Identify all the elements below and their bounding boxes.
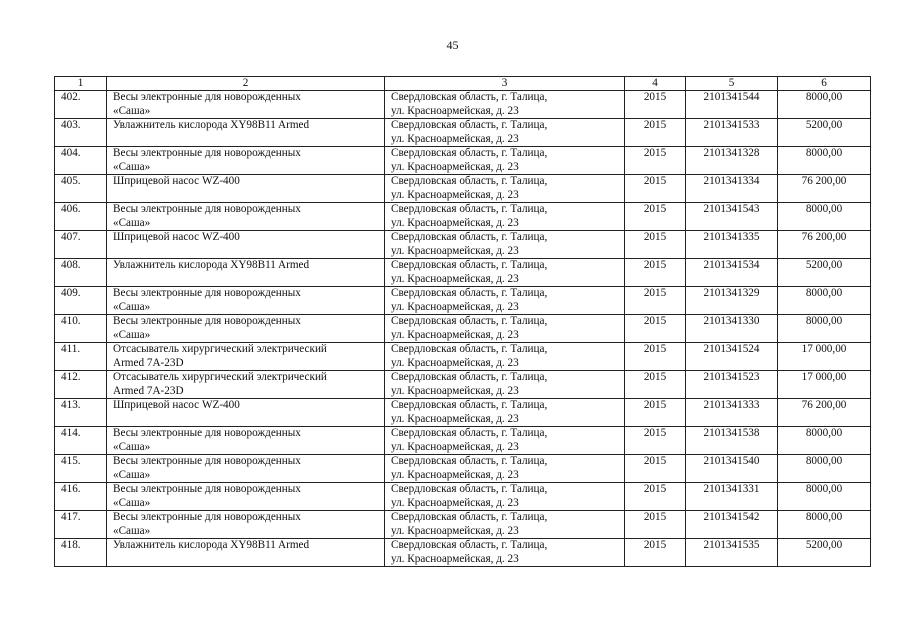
address-line-1: Свердловская область, г. Талица,	[391, 287, 548, 299]
row-number: 409.	[55, 287, 107, 315]
address-line-2: ул. Красноармейская, д. 23	[391, 468, 519, 481]
address-line-1: Свердловская область, г. Талица,	[391, 539, 548, 551]
address-line-1: Свердловская область, г. Талица,	[391, 119, 548, 131]
address-line-2: ул. Красноармейская, д. 23	[391, 272, 519, 285]
inventory-number-cell: 2101341533	[686, 119, 778, 147]
inventory-number-cell: 2101341524	[686, 343, 778, 371]
item-name-cell	[107, 455, 385, 483]
table-row	[55, 231, 871, 259]
address-cell	[385, 175, 625, 203]
item-name-line-2: «Саша»	[113, 104, 151, 117]
column-header-6: 6	[778, 77, 871, 91]
cost-cell: 76 200,00	[778, 175, 871, 203]
cost-cell: 8000,00	[778, 455, 871, 483]
address-line-2: ул. Красноармейская, д. 23	[391, 300, 519, 313]
item-name-line-2: «Саша»	[113, 300, 151, 313]
item-name-line-1: Весы электронные для новорожденных	[113, 427, 301, 439]
row-number: 417.	[55, 511, 107, 539]
address-line-2: ул. Красноармейская, д. 23	[391, 188, 519, 201]
item-name-cell	[107, 231, 385, 259]
address-line-2: ул. Красноармейская, д. 23	[391, 524, 519, 537]
address-cell	[385, 259, 625, 287]
inventory-number-cell: 2101341331	[686, 483, 778, 511]
item-name-line-1: Весы электронные для новорожденных	[113, 287, 301, 299]
page-number: 45	[446, 38, 459, 52]
cost-cell: 8000,00	[778, 203, 871, 231]
address-line-2: ул. Красноармейская, д. 23	[391, 552, 519, 565]
address-cell	[385, 147, 625, 175]
item-name-cell	[107, 399, 385, 427]
item-name-line-1: Увлажнитель кислорода XY98B11 Armed	[113, 119, 310, 131]
row-number: 416.	[55, 483, 107, 511]
address-cell	[385, 511, 625, 539]
table-row	[55, 259, 871, 287]
item-name-line-2: «Саша»	[113, 440, 151, 453]
address-line-2: ул. Красноармейская, д. 23	[391, 384, 519, 397]
item-name-line-1: Шприцевой насос WZ-400	[113, 231, 240, 243]
address-line-2: ул. Красноармейская, д. 23	[391, 160, 519, 173]
item-name-cell	[107, 483, 385, 511]
item-name-line-1: Увлажнитель кислорода XY98B11 Armed	[113, 539, 310, 551]
item-name-cell	[107, 203, 385, 231]
year-cell: 2015	[625, 427, 686, 455]
cost-cell: 8000,00	[778, 91, 871, 119]
cost-cell: 76 200,00	[778, 399, 871, 427]
address-cell	[385, 231, 625, 259]
item-name-line-1: Весы электронные для новорожденных	[113, 203, 301, 215]
year-cell: 2015	[625, 175, 686, 203]
address-line-1: Свердловская область, г. Талица,	[391, 231, 548, 243]
year-cell: 2015	[625, 343, 686, 371]
row-number: 405.	[55, 175, 107, 203]
year-cell: 2015	[625, 287, 686, 315]
inventory-number-cell: 2101341334	[686, 175, 778, 203]
item-name-line-1: Увлажнитель кислорода XY98B11 Armed	[113, 259, 310, 271]
item-name-cell	[107, 119, 385, 147]
item-name-line-2: «Саша»	[113, 496, 151, 509]
table-row	[55, 511, 871, 539]
item-name-line-2: «Саша»	[113, 328, 151, 341]
table-row	[55, 343, 871, 371]
inventory-number-cell: 2101341540	[686, 455, 778, 483]
table-row	[55, 315, 871, 343]
table-row	[55, 483, 871, 511]
address-line-1: Свердловская область, г. Талица,	[391, 203, 548, 215]
item-name-line-2: Armed 7A-23D	[113, 384, 184, 397]
item-name-cell	[107, 147, 385, 175]
column-header-4: 4	[625, 77, 686, 91]
row-number: 403.	[55, 119, 107, 147]
address-line-1: Свердловская область, г. Талица,	[391, 259, 548, 271]
address-cell	[385, 287, 625, 315]
address-line-2: ул. Красноармейская, д. 23	[391, 412, 519, 425]
cost-cell: 8000,00	[778, 427, 871, 455]
inventory-number-cell: 2101341329	[686, 287, 778, 315]
item-name-line-1: Весы электронные для новорожденных	[113, 511, 301, 523]
year-cell: 2015	[625, 91, 686, 119]
inventory-number-cell: 2101341335	[686, 231, 778, 259]
inventory-number-cell: 2101341535	[686, 539, 778, 567]
row-number: 412.	[55, 371, 107, 399]
item-name-line-1: Весы электронные для новорожденных	[113, 315, 301, 327]
address-line-1: Свердловская область, г. Талица,	[391, 371, 548, 383]
item-name-line-1: Шприцевой насос WZ-400	[113, 175, 240, 187]
table-row	[55, 539, 871, 567]
address-line-1: Свердловская область, г. Талица,	[391, 399, 548, 411]
item-name-line-1: Отсасыватель хирургический электрический	[113, 343, 327, 355]
item-name-cell	[107, 511, 385, 539]
item-name-line-1: Весы электронные для новорожденных	[113, 455, 301, 467]
address-line-1: Свердловская область, г. Талица,	[391, 147, 548, 159]
item-name-cell	[107, 91, 385, 119]
cost-cell: 17 000,00	[778, 371, 871, 399]
table-row	[55, 175, 871, 203]
year-cell: 2015	[625, 511, 686, 539]
year-cell: 2015	[625, 119, 686, 147]
row-number: 408.	[55, 259, 107, 287]
inventory-number-cell: 2101341330	[686, 315, 778, 343]
year-cell: 2015	[625, 147, 686, 175]
cost-cell: 5200,00	[778, 119, 871, 147]
item-name-cell	[107, 539, 385, 567]
column-header-5: 5	[686, 77, 778, 91]
address-line-2: ул. Красноармейская, д. 23	[391, 328, 519, 341]
column-header-1: 1	[55, 77, 107, 91]
table-row	[55, 119, 871, 147]
cost-cell: 8000,00	[778, 511, 871, 539]
inventory-number-cell: 2101341538	[686, 427, 778, 455]
cost-cell: 5200,00	[778, 259, 871, 287]
table-row	[55, 203, 871, 231]
address-line-2: ул. Красноармейская, д. 23	[391, 216, 519, 229]
address-cell	[385, 455, 625, 483]
address-cell	[385, 539, 625, 567]
column-header-2: 2	[107, 77, 385, 91]
year-cell: 2015	[625, 315, 686, 343]
address-cell	[385, 315, 625, 343]
address-cell	[385, 371, 625, 399]
item-name-line-1: Весы электронные для новорожденных	[113, 483, 301, 495]
cost-cell: 8000,00	[778, 147, 871, 175]
item-name-line-1: Шприцевой насос WZ-400	[113, 399, 240, 411]
cost-cell: 8000,00	[778, 315, 871, 343]
column-header-3: 3	[385, 77, 625, 91]
item-name-cell	[107, 259, 385, 287]
row-number: 418.	[55, 539, 107, 567]
year-cell: 2015	[625, 483, 686, 511]
item-name-line-2: Armed 7A-23D	[113, 356, 184, 369]
cost-cell: 76 200,00	[778, 231, 871, 259]
inventory-number-cell: 2101341542	[686, 511, 778, 539]
row-number: 415.	[55, 455, 107, 483]
address-line-2: ул. Красноармейская, д. 23	[391, 356, 519, 369]
address-line-2: ул. Красноармейская, д. 23	[391, 440, 519, 453]
row-number: 411.	[55, 343, 107, 371]
address-line-1: Свердловская область, г. Талица,	[391, 315, 548, 327]
address-line-1: Свердловская область, г. Талица,	[391, 343, 548, 355]
year-cell: 2015	[625, 371, 686, 399]
header-row	[55, 77, 871, 91]
row-number: 410.	[55, 315, 107, 343]
item-name-cell	[107, 287, 385, 315]
table-row	[55, 287, 871, 315]
table-row	[55, 427, 871, 455]
cost-cell: 17 000,00	[778, 343, 871, 371]
address-line-2: ул. Красноармейская, д. 23	[391, 132, 519, 145]
property-register-table	[54, 76, 871, 567]
item-name-line-2: «Саша»	[113, 468, 151, 481]
address-cell	[385, 203, 625, 231]
item-name-line-2: «Саша»	[113, 160, 151, 173]
item-name-line-1: Весы электронные для новорожденных	[113, 91, 301, 103]
address-line-2: ул. Красноармейская, д. 23	[391, 244, 519, 257]
address-line-1: Свердловская область, г. Талица,	[391, 91, 548, 103]
item-name-cell	[107, 427, 385, 455]
table-header	[55, 77, 871, 91]
address-line-2: ул. Красноармейская, д. 23	[391, 496, 519, 509]
year-cell: 2015	[625, 259, 686, 287]
inventory-number-cell: 2101341544	[686, 91, 778, 119]
table-row	[55, 399, 871, 427]
item-name-line-2: «Саша»	[113, 524, 151, 537]
address-line-1: Свердловская область, г. Талица,	[391, 483, 548, 495]
year-cell: 2015	[625, 539, 686, 567]
row-number: 406.	[55, 203, 107, 231]
row-number: 402.	[55, 91, 107, 119]
cost-cell: 8000,00	[778, 287, 871, 315]
address-cell	[385, 399, 625, 427]
inventory-number-cell: 2101341534	[686, 259, 778, 287]
year-cell: 2015	[625, 203, 686, 231]
cost-cell: 5200,00	[778, 539, 871, 567]
item-name-line-2: «Саша»	[113, 216, 151, 229]
address-cell	[385, 343, 625, 371]
row-number: 407.	[55, 231, 107, 259]
address-cell	[385, 427, 625, 455]
address-cell	[385, 483, 625, 511]
address-line-1: Свердловская область, г. Талица,	[391, 455, 548, 467]
address-cell	[385, 91, 625, 119]
item-name-line-1: Весы электронные для новорожденных	[113, 147, 301, 159]
table-row	[55, 147, 871, 175]
row-number: 413.	[55, 399, 107, 427]
inventory-number-cell: 2101341523	[686, 371, 778, 399]
address-line-1: Свердловская область, г. Талица,	[391, 175, 548, 187]
item-name-cell	[107, 343, 385, 371]
row-number: 414.	[55, 427, 107, 455]
inventory-number-cell: 2101341543	[686, 203, 778, 231]
address-cell	[385, 119, 625, 147]
address-line-2: ул. Красноармейская, д. 23	[391, 104, 519, 117]
year-cell: 2015	[625, 455, 686, 483]
table-row	[55, 91, 871, 119]
address-line-1: Свердловская область, г. Талица,	[391, 511, 548, 523]
cost-cell: 8000,00	[778, 483, 871, 511]
item-name-cell	[107, 371, 385, 399]
item-name-line-1: Отсасыватель хирургический электрический	[113, 371, 327, 383]
table-body	[55, 91, 871, 567]
row-number: 404.	[55, 147, 107, 175]
table-row	[55, 455, 871, 483]
address-line-1: Свердловская область, г. Талица,	[391, 427, 548, 439]
inventory-number-cell: 2101341328	[686, 147, 778, 175]
item-name-cell	[107, 315, 385, 343]
table-row	[55, 371, 871, 399]
inventory-number-cell: 2101341333	[686, 399, 778, 427]
item-name-cell	[107, 175, 385, 203]
year-cell: 2015	[625, 231, 686, 259]
year-cell: 2015	[625, 399, 686, 427]
